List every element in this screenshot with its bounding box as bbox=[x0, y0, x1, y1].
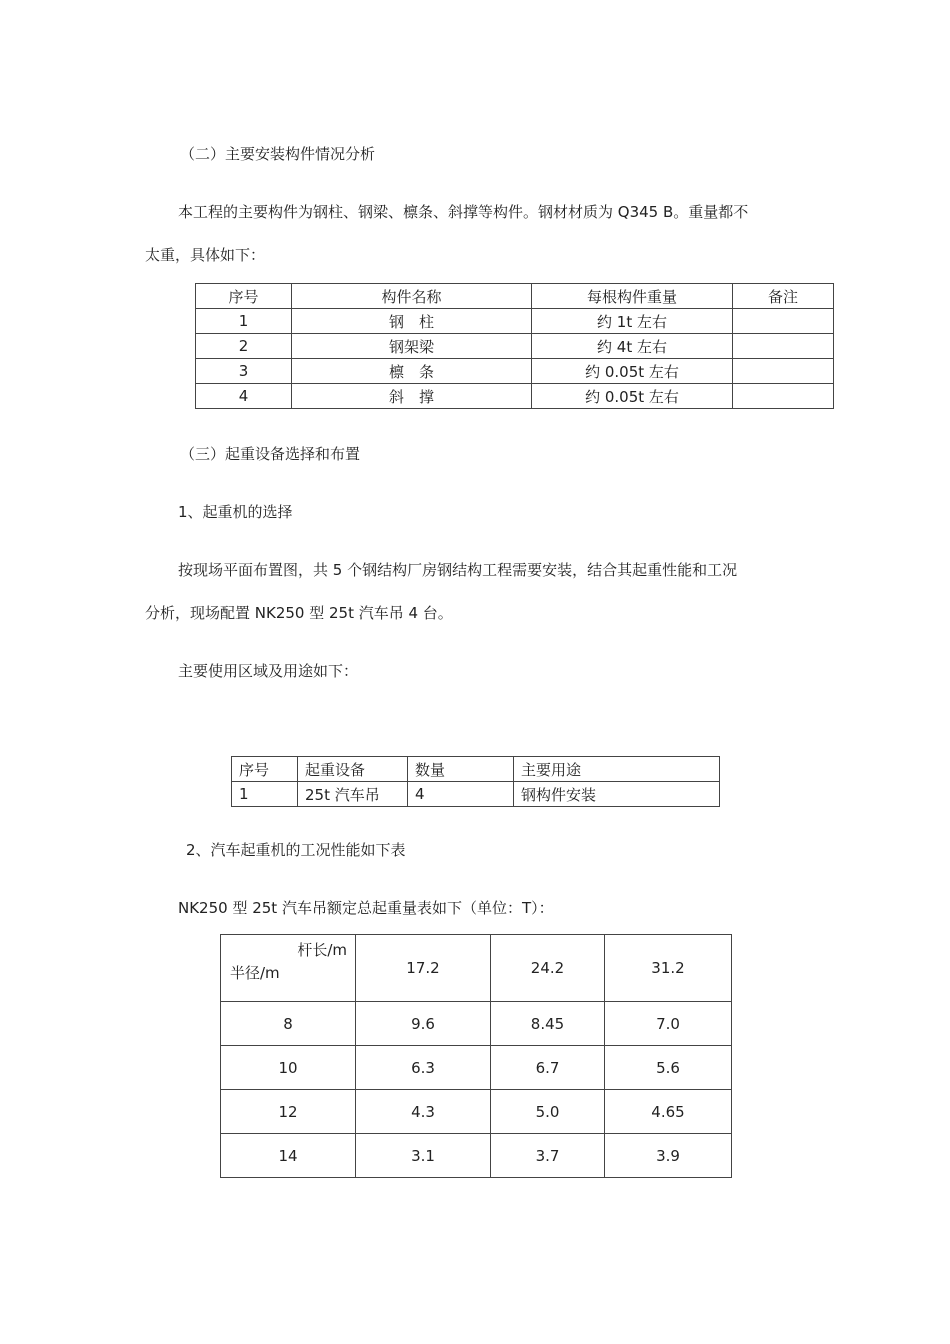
header-cell: 序号 bbox=[232, 757, 298, 782]
table-row bbox=[221, 1002, 732, 1046]
header-cell: 17.2 bbox=[356, 935, 491, 1002]
capacity-table-caption: NK250 型 25t 汽车吊额定总起重量表如下（单位：T）： bbox=[178, 899, 554, 917]
table-header-row bbox=[232, 757, 720, 782]
table-cell: 4.3 bbox=[356, 1090, 491, 1134]
table-cell: 1 bbox=[196, 309, 292, 334]
radius-cell: 12 bbox=[221, 1090, 356, 1134]
section2-paragraph-line1: 本工程的主要构件为钢柱、钢梁、檩条、斜撑等构件。钢材材质为 Q345 B。重量都不 bbox=[178, 203, 749, 221]
table-cell: 约 1t 左右 bbox=[532, 309, 733, 334]
sub1-heading: 1、起重机的选择 bbox=[178, 503, 293, 521]
table-row bbox=[196, 334, 834, 359]
table-cell: 25t 汽车吊 bbox=[298, 782, 408, 807]
table-cell: 4 bbox=[196, 384, 292, 409]
header-cell: 每根构件重量 bbox=[532, 284, 733, 309]
table-cell: 钢架梁 bbox=[292, 334, 532, 359]
table-cell: 3.9 bbox=[605, 1134, 732, 1178]
radius-cell: 14 bbox=[221, 1134, 356, 1178]
usage-intro: 主要使用区域及用途如下： bbox=[178, 662, 359, 680]
table-cell: 9.6 bbox=[356, 1002, 491, 1046]
table-cell: 1 bbox=[232, 782, 298, 807]
table-cell: 2 bbox=[196, 334, 292, 359]
header-cell: 起重设备 bbox=[298, 757, 408, 782]
table-cell: 5.0 bbox=[491, 1090, 605, 1134]
boom-length-label: 杆长/m bbox=[297, 941, 347, 959]
header-cell: 31.2 bbox=[605, 935, 732, 1002]
header-cell: 24.2 bbox=[491, 935, 605, 1002]
table-cell bbox=[733, 384, 834, 409]
radius-cell: 8 bbox=[221, 1002, 356, 1046]
radius-cell: 10 bbox=[221, 1046, 356, 1090]
table-cell: 3 bbox=[196, 359, 292, 384]
table-cell: 约 0.05t 左右 bbox=[532, 384, 733, 409]
table-cell: 4 bbox=[408, 782, 514, 807]
sub1-paragraph-line2: 分析，现场配置 NK250 型 25t 汽车吊 4 台。 bbox=[145, 604, 453, 622]
capacity-table bbox=[220, 934, 732, 1178]
table-row bbox=[221, 1090, 732, 1134]
table-row bbox=[196, 309, 834, 334]
table-cell: 钢构件安装 bbox=[514, 782, 720, 807]
table-cell: 斜 撑 bbox=[292, 384, 532, 409]
table-header-row bbox=[196, 284, 834, 309]
table-row bbox=[232, 782, 720, 807]
section3-heading: （三）起重设备选择和布置 bbox=[180, 445, 361, 463]
table-cell: 3.1 bbox=[356, 1134, 491, 1178]
table-cell: 檩 条 bbox=[292, 359, 532, 384]
table-cell: 6.7 bbox=[491, 1046, 605, 1090]
table-cell bbox=[733, 359, 834, 384]
header-cell: 主要用途 bbox=[514, 757, 720, 782]
table-row bbox=[221, 1134, 732, 1178]
table-cell: 钢 柱 bbox=[292, 309, 532, 334]
sub1-paragraph-line1: 按现场平面布置图，共 5 个钢结构厂房钢结构工程需要安装，结合其起重性能和工况 bbox=[178, 561, 738, 579]
table-cell: 约 0.05t 左右 bbox=[532, 359, 733, 384]
table-cell: 8.45 bbox=[491, 1002, 605, 1046]
table-cell bbox=[733, 309, 834, 334]
header-cell: 构件名称 bbox=[292, 284, 532, 309]
table-header-row bbox=[221, 935, 732, 1002]
sub2-heading: 2、汽车起重机的工况性能如下表 bbox=[186, 841, 406, 859]
table-cell bbox=[733, 334, 834, 359]
header-cell: 备注 bbox=[733, 284, 834, 309]
table-row bbox=[196, 359, 834, 384]
components-table bbox=[195, 283, 834, 409]
table-cell: 7.0 bbox=[605, 1002, 732, 1046]
table-cell: 约 4t 左右 bbox=[532, 334, 733, 359]
header-cell: 序号 bbox=[196, 284, 292, 309]
table-cell: 6.3 bbox=[356, 1046, 491, 1090]
table-row bbox=[196, 384, 834, 409]
table-cell: 4.65 bbox=[605, 1090, 732, 1134]
section2-heading: （二）主要安装构件情况分析 bbox=[180, 145, 376, 163]
radius-label: 半径/m bbox=[230, 964, 280, 982]
section2-paragraph-line2: 太重，具体如下： bbox=[145, 246, 266, 264]
table-cell: 3.7 bbox=[491, 1134, 605, 1178]
header-cell: 数量 bbox=[408, 757, 514, 782]
corner-header-cell bbox=[221, 935, 356, 1002]
table-cell: 5.6 bbox=[605, 1046, 732, 1090]
equipment-table bbox=[231, 756, 720, 807]
table-row bbox=[221, 1046, 732, 1090]
